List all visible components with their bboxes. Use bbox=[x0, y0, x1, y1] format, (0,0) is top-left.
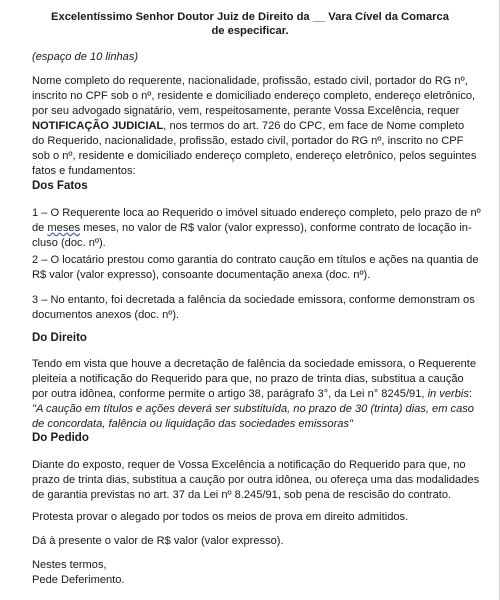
fatos-line: 3 – No entanto, foi decretada a falência da sociedade emissora, conforme demonstram os bbox=[32, 294, 475, 306]
quote-line: de concordata, falência ou liquidação das sociedades emissoras" bbox=[32, 418, 353, 430]
closing-block bbox=[32, 558, 468, 588]
intro-line: inscrito no CPF sob o nº, residente e domiciliado endereço completo, endereço eletrônico, bbox=[32, 90, 476, 102]
pedido-line: Diante do exposto, requer de Vossa Excelência a notificação do Requerido para que, no bbox=[32, 459, 466, 471]
direito-line bbox=[32, 387, 472, 402]
intro-line: do Requerido, nacionalidade, profissão, estado civil, portador do RG nº, inscrito no CPF bbox=[32, 135, 464, 147]
fatos-line: 1 – O Requerente loca ao Requerido o imóvel situado endereço completo, pelo prazo de nº bbox=[32, 207, 481, 219]
intro-line: sob o nº, residente e domiciliado endereço completo, endereço eletrônico, pelos seguintes bbox=[32, 150, 477, 162]
fatos-paragraph-1 bbox=[32, 206, 481, 251]
intro-line: por seu advogado signatário, vem, respeitosamente, perante Vossa Excelência, requer bbox=[32, 105, 460, 117]
direito-line-pre: por outra idônea, conforme permite o artigo 38, parágrafo 3°, da Lei n° 8245/91, bbox=[32, 388, 428, 400]
spellcheck-word: meses bbox=[47, 222, 81, 234]
heading-do-direito: Do Direito bbox=[32, 332, 87, 344]
quote-line: "A caução em títulos e ações deverá ser substituída, no prazo de 30 (trinta) dias, em caso bbox=[32, 403, 474, 415]
spacing-note: (espaço de 10 linhas) bbox=[32, 51, 139, 63]
protesta-text: Protesta provar o alegado por todos os meios de prova em direito admitidos. bbox=[32, 511, 409, 523]
fatos-line bbox=[32, 221, 472, 236]
fatos-line: cluso (doc. nº). bbox=[32, 237, 106, 249]
intro-line-rest: , nos termos do art. 726 do CPC, em face de Nome completo bbox=[163, 120, 465, 132]
fatos-line: 2 – O locatário prestou como garantia do contrato caução em títulos e ações na quantia de bbox=[32, 254, 479, 266]
intro-paragraph bbox=[32, 74, 477, 179]
fatos-line-rest: meses, no valor de R$ valor (valor expresso), conforme contrato de locação in- bbox=[80, 222, 472, 234]
heading-dos-fatos: Dos Fatos bbox=[32, 180, 88, 192]
heading-do-pedido: Do Pedido bbox=[32, 432, 89, 444]
pedido-line: prazo de trinta dias, substitua a caução por outra idônea, ou ofereça uma das modalidades bbox=[32, 474, 480, 486]
direito-paragraph bbox=[32, 357, 477, 432]
closing-line-1: Nestes termos, bbox=[32, 559, 107, 571]
intro-bold-term: NOTIFICAÇÃO JUDICIAL bbox=[32, 120, 164, 132]
fatos-line: R$ valor (valor expresso), consoante documentação anexa (doc. nº). bbox=[32, 269, 371, 281]
title-line-2: de especificar. bbox=[211, 25, 289, 37]
title-line-1: Excelentíssimo Senhor Doutor Juiz de Direito da __ Vara Cível da Comarca bbox=[51, 11, 449, 23]
pedido-paragraph bbox=[32, 458, 480, 503]
intro-line: fatos e fundamentos: bbox=[32, 165, 136, 177]
fatos-paragraph-3 bbox=[32, 293, 475, 323]
fatos-line-pre: de bbox=[32, 222, 48, 234]
direito-line: pleiteia a notificação do Requerido para que, no prazo de trinta dias, substitua a caução bbox=[32, 373, 464, 385]
valor-text: Dá à presente o valor de R$ valor (valor expresso). bbox=[32, 535, 284, 547]
document-title bbox=[12, 10, 488, 38]
direito-line: Tendo em vista que houve a decretação de falência da sociedade emissora, o Requerente bbox=[32, 358, 477, 370]
fatos-paragraph-2 bbox=[32, 253, 479, 283]
intro-line bbox=[32, 119, 468, 134]
intro-line: Nome completo do requerente, nacionalidade, profissão, estado civil, portador do RG nº, bbox=[32, 75, 468, 87]
fatos-line: documentos anexos (doc. nº). bbox=[32, 309, 180, 321]
in-verbis-text: in verbis bbox=[427, 388, 469, 400]
direito-line-post: : bbox=[468, 388, 472, 400]
closing-line-2: Pede Deferimento. bbox=[32, 574, 125, 586]
pedido-line: de garantia previstas no art. 37 da Lei nº 8.245/91, sob pena de rescisão do contrato. bbox=[32, 489, 452, 501]
